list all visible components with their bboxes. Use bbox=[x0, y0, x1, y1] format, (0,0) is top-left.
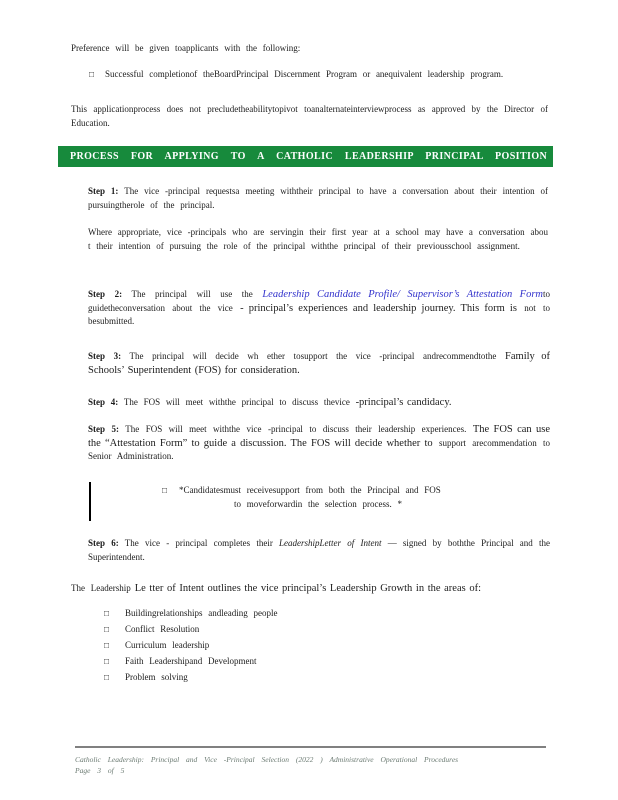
bullet-icon: □ bbox=[104, 672, 110, 682]
step-4-paragraph bbox=[88, 396, 550, 410]
letter-intro-paragraph bbox=[71, 578, 548, 596]
growth-area-label: Conflict Resolution bbox=[125, 624, 200, 634]
bullet-icon: □ bbox=[162, 485, 168, 495]
growth-area-label: Buildingrelationships andleading people bbox=[125, 608, 278, 618]
step-4-text-2: -principal’s candidacy. bbox=[355, 397, 452, 408]
growth-area-label: Faith Leadershipand Development bbox=[125, 656, 257, 666]
step-6-label: Step 6: bbox=[88, 538, 119, 548]
growth-area-item bbox=[104, 655, 524, 671]
step-5-text-2: The FOS can use the “Attestation Form” to guide a discussion. The FOS will decide whether to bbox=[88, 424, 550, 449]
growth-area-item bbox=[104, 607, 524, 623]
bullet-icon: □ bbox=[104, 608, 110, 618]
intro-bullet-text: Successful completionof theBoardPrincipal Discernment Program or anequivalent leadership program. bbox=[105, 69, 504, 79]
growth-area-item bbox=[104, 639, 524, 655]
step-5-text-1: The FOS will meet withthe vice -principal to discuss their leadership experiences. bbox=[125, 424, 467, 434]
step-6-paragraph bbox=[88, 537, 550, 564]
page-footer bbox=[75, 754, 546, 776]
note-left-bar bbox=[89, 482, 91, 521]
candidate-support-note bbox=[162, 484, 474, 511]
bullet-icon: □ bbox=[104, 640, 110, 650]
growth-area-label: Curriculum leadership bbox=[125, 640, 210, 650]
growth-area-label: Problem solving bbox=[125, 672, 188, 682]
step-4-text-1: The FOS will meet withthe principal to discuss thevice bbox=[123, 397, 350, 407]
pivot-paragraph: This applicationprocess does not precludetheabilitytopivot toanalternateinterviewprocess as approved by the Director of Education. bbox=[71, 104, 548, 128]
footer-divider bbox=[75, 746, 546, 748]
step-3-label: Step 3: bbox=[88, 351, 122, 361]
attestation-form-link[interactable]: Leadership Candidate Profile/ Supervisor’s Attestation Form bbox=[262, 289, 543, 300]
step-6-text-2: — signed by boththe Principal and the Superintendent. bbox=[88, 538, 550, 562]
growth-areas-list bbox=[104, 607, 524, 687]
step-1-paragraph bbox=[88, 185, 548, 212]
section-banner: PROCESS FOR APPLYING TO A CATHOLIC LEADERSHIP PRINCIPAL POSITION bbox=[58, 146, 553, 167]
step-2-text-3: - principal’s experiences and leadership journey. This form is bbox=[240, 302, 517, 314]
step-1-label: Step 1: bbox=[88, 186, 119, 196]
footer-page-number: Page 3 of 5 bbox=[75, 766, 125, 775]
step-5-paragraph bbox=[88, 423, 550, 464]
step-1-text: The vice -principal requestsa meeting withtheir principal to have a conversation about their intention of pursuingtherole of the principal. bbox=[88, 186, 549, 210]
letter-intro-text-1: The Leadership bbox=[71, 583, 131, 593]
step-2-text-4: not to besubmitted. bbox=[88, 302, 550, 326]
letter-intro-text-2: Le tter of Intent outlines the vice principal’s Leadership Growth in the areas of: bbox=[134, 583, 481, 594]
step-2-text-2: to guidetheconversation about the vice bbox=[88, 289, 551, 313]
step-6-text-1: The vice - principal completes their bbox=[124, 538, 273, 548]
bullet-icon: □ bbox=[89, 69, 95, 79]
bullet-icon: □ bbox=[104, 656, 110, 666]
step-2-paragraph bbox=[88, 288, 550, 329]
bullet-icon: □ bbox=[104, 624, 110, 634]
step-4-label: Step 4: bbox=[88, 397, 119, 407]
step-3-paragraph bbox=[88, 350, 550, 377]
note-line-1: *Candidatesmust receivesupport from both the Principal and FOS bbox=[179, 485, 441, 495]
footer-document-title: Catholic Leadership: Principal and Vice -Principal Selection (2022 ) Administrative Operational Procedures bbox=[75, 755, 459, 764]
growth-area-item bbox=[104, 671, 524, 687]
growth-area-item bbox=[104, 623, 524, 639]
step-2-label: Step 2: bbox=[88, 289, 123, 299]
step-3-text-1: The principal will decide wh ether tosupport the vice -principal andrecommendtothe bbox=[129, 351, 497, 361]
step-2-text-1: The principal will use the bbox=[131, 289, 253, 299]
step-3-text-2: Family of Schools’ Superintendent (FOS) for consideration. bbox=[88, 351, 551, 376]
step-5-text-3: support arecommendation to Senior Administration. bbox=[88, 437, 550, 461]
intro-paragraph: Preference will be given toapplicants with the following: bbox=[71, 43, 301, 53]
step-5-label: Step 5: bbox=[88, 424, 119, 434]
intro-bullet-item bbox=[89, 68, 548, 82]
step-1-note-paragraph: Where appropriate, vice -principals who are servingin their first year at a school may have a conversation abou t their intention of pursuing the role of the principal withthe principal of their previousschool assignment. bbox=[88, 227, 548, 251]
note-line-2: to moveforwardin the selection process. * bbox=[234, 498, 402, 509]
letter-of-intent-italic: LeadershipLetter of Intent bbox=[279, 538, 382, 548]
